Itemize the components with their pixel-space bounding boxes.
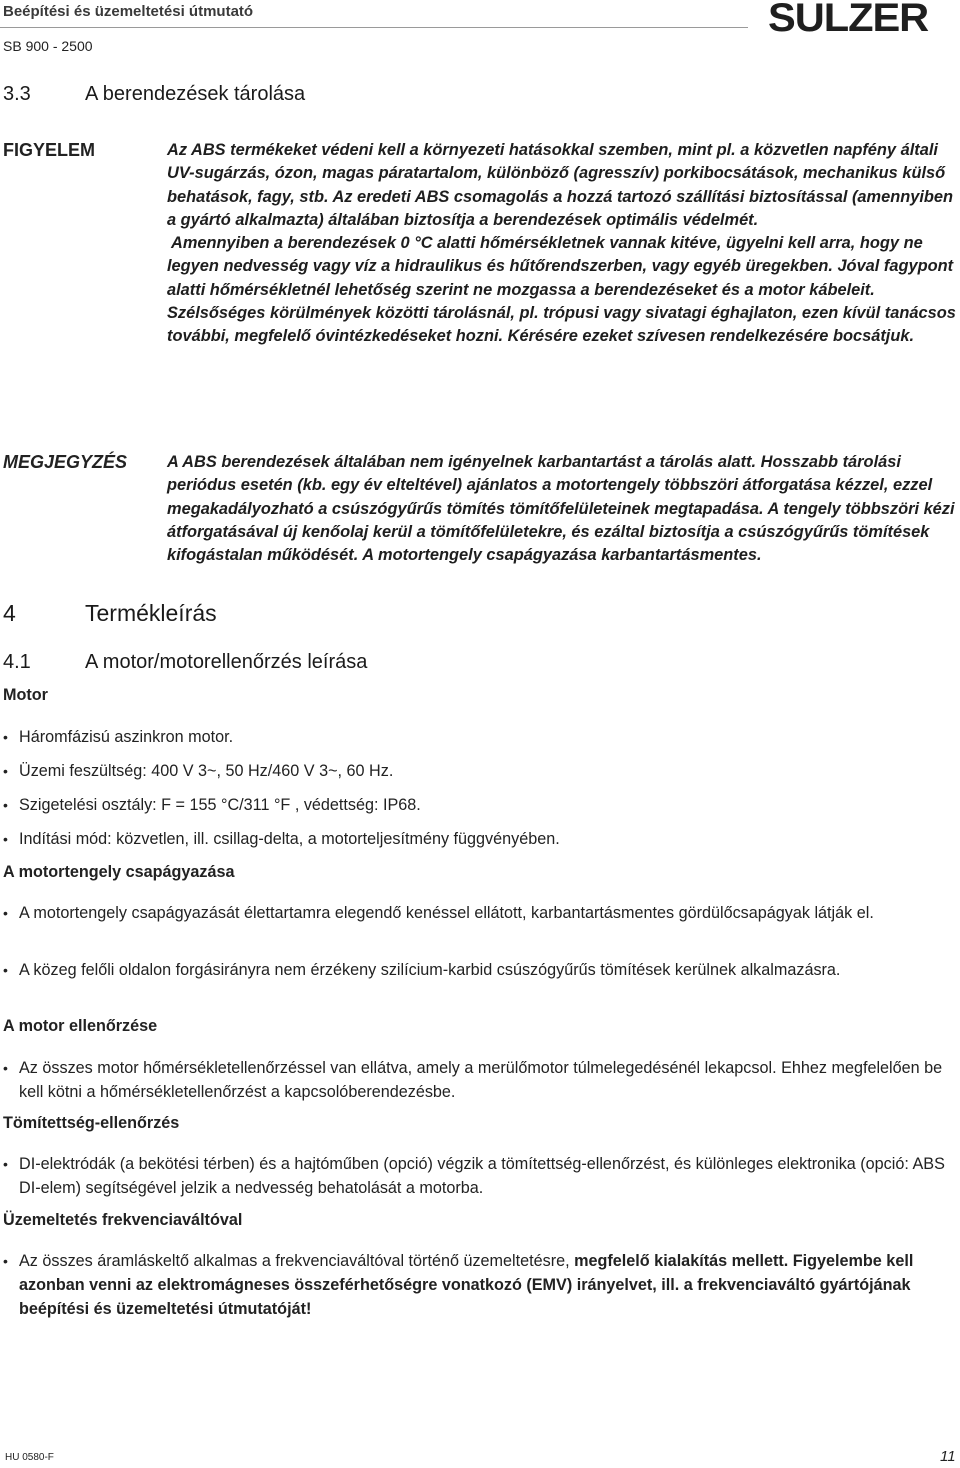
motor-heading: Motor xyxy=(3,686,48,704)
figyelem-paragraph-1: Az ABS termékeket védeni kell a környezeti hatásokkal szemben, mint pl. a közvetlen napfény általi UV-sugárzás, ózon, magas páratartalom, különböző (agresszív) porkibocsátások, mechanikus külső behatások, fagy, stb. Az eredeti ABS csomagolás a hozzá tartozó szállítási biztosítással (amennyiben a gyártó alkalmazta) általában biztosítja a berendezések optimális védelmét. xyxy=(167,141,954,229)
list-item xyxy=(3,901,958,925)
seal-check-heading: Tömítettség-ellenőrzés xyxy=(3,1114,180,1132)
section-number: 4 xyxy=(3,600,16,626)
list-item-text: Háromfázisú aszinkron motor. xyxy=(19,728,234,746)
list-item-text: Szigetelési osztály: F = 155 °C/311 °F , védettség: IP68. xyxy=(19,796,421,814)
bullet-icon: • xyxy=(3,729,8,745)
section-number: 4.1 xyxy=(3,651,31,673)
list-item xyxy=(3,827,958,851)
list-item xyxy=(3,1249,958,1321)
list-item xyxy=(3,759,958,783)
section-4-1-heading xyxy=(3,651,367,674)
list-item-text: Üzemi feszültség: 400 V 3~, 50 Hz/460 V 3~, 60 Hz. xyxy=(19,762,394,780)
section-number: 3.3 xyxy=(3,83,31,105)
list-item-text: DI-elektródák (a bekötési térben) és a hajtóműben (opció) végzik a tömítettség-ellenőrzést, és különleges elektronika (opció: ABS DI-elem) segítségével jelzik a nedvesség behatolását a motorba. xyxy=(19,1155,945,1197)
document-title: Beépítési és üzemeltetési útmutató xyxy=(3,3,254,20)
sulzer-logo: SULZER xyxy=(768,0,929,40)
bullet-icon: • xyxy=(3,831,8,847)
list-item-text xyxy=(19,1249,958,1321)
megjegyzes-label: MEGJEGYZÉS xyxy=(3,452,128,472)
list-item-text: A közeg felőli oldalon forgásirányra nem érzékeny szilícium-karbid csúszógyűrűs tömítések kerülnek alkalmazásra. xyxy=(19,961,841,979)
bullet-icon: • xyxy=(3,1156,8,1172)
figyelem-paragraph-2: Amennyiben a berendezések 0 °C alatti hőmérsékletnek vannak kitéve, ügyelni kell arra, hogy ne legyen nedvesség vagy víz a hidraulikus és hűtőrendszerben, vagy egyéb üregekben. Jóval fagypont alatti hőmérsékletnél lehetőség szerint ne mozgassa a berendezéseket és a motor kábeleit. xyxy=(167,234,954,299)
header-divider xyxy=(0,27,748,28)
bullet-icon: • xyxy=(3,1253,8,1269)
bearing-heading: A motortengely csapágyazása xyxy=(3,863,235,881)
bullet-icon: • xyxy=(3,763,8,779)
list-item xyxy=(3,1152,958,1200)
figyelem-text xyxy=(167,139,957,349)
figyelem-paragraph-3: Szélsőséges körülmények közötti tárolásnál, pl. trópusi vagy sivatagi éghajlaton, ezen kívül tanácsos további, megfelelő óvintézkedéseket hozni. Kérésére ezeket szívesen rendelkezésére bocsátjuk. xyxy=(167,304,956,346)
figyelem-label: FIGYELEM xyxy=(3,140,96,160)
vfd-text-normal: Az összes áramláskeltő alkalmas a frekvenciaváltóval történő üzemeltetésre, xyxy=(19,1252,575,1270)
section-3-3-heading xyxy=(3,83,305,106)
list-item xyxy=(3,958,958,982)
section-title: A berendezések tárolása xyxy=(85,83,306,105)
megjegyzes-paragraph: A ABS berendezések általában nem igényelnek karbantartást a tárolás alatt. Hosszabb tárolási periódus esetén (kb. egy év elteltével) ajánlatos a motortengely többszöri átforgatása kézzel, ezzel megakadályozható a csúszógyűrűs tömítés tömítőfelületeinek megtapadása. A tengely többszöri kézi átforgatásával új kenőolaj kerül a tömítőfelületekre, és ezáltal biztosítja a csúszógyűrűs tömítések kifogástalan működését. A motortengely csapágyazása karbantartásmentes. xyxy=(167,453,955,565)
bullet-icon: • xyxy=(3,1060,8,1076)
motor-check-heading: A motor ellenőrzése xyxy=(3,1017,158,1035)
list-item-text: Az összes motor hőmérsékletellenőrzéssel van ellátva, amely a merülőmotor túlmelegedésénél lekapcsol. Ehhez megfelelően be kell kötni a hőmérsékletellenőrzést a kapcsolóberendezésbe. xyxy=(19,1059,943,1101)
section-title: Termékleírás xyxy=(85,600,217,626)
list-item-text: Indítási mód: közvetlen, ill. csillag-delta, a motorteljesítmény függvényében. xyxy=(19,830,560,848)
megjegyzes-text xyxy=(167,451,957,567)
page-number: 11 xyxy=(940,1448,956,1465)
vfd-heading: Üzemeltetés frekvenciaváltóval xyxy=(3,1211,243,1229)
document-code: HU 0580-F xyxy=(5,1452,54,1463)
document-model: SB 900 - 2500 xyxy=(3,38,93,54)
section-4-heading xyxy=(3,600,217,627)
bullet-icon: • xyxy=(3,797,8,813)
list-item xyxy=(3,1056,958,1104)
bullet-icon: • xyxy=(3,962,8,978)
bullet-icon: • xyxy=(3,905,8,921)
list-item xyxy=(3,725,958,749)
list-item-text: A motortengely csapágyazását élettartamra elegendő kenéssel ellátott, karbantartásmentes gördülőcsapágyak látják el. xyxy=(19,904,874,922)
section-title: A motor/motorellenőrzés leírása xyxy=(85,651,368,673)
vfd-text-bold: megfelelő kialakítás mellett. Figyelembe kell azonban venni az elektromágneses összeférhetőségre vonatkozó (EMV) irányelvet, ill. a frekvenciaváltó gyártójának beépítési és üzemeltetési útmutatóját! xyxy=(19,1252,914,1318)
list-item xyxy=(3,793,958,817)
